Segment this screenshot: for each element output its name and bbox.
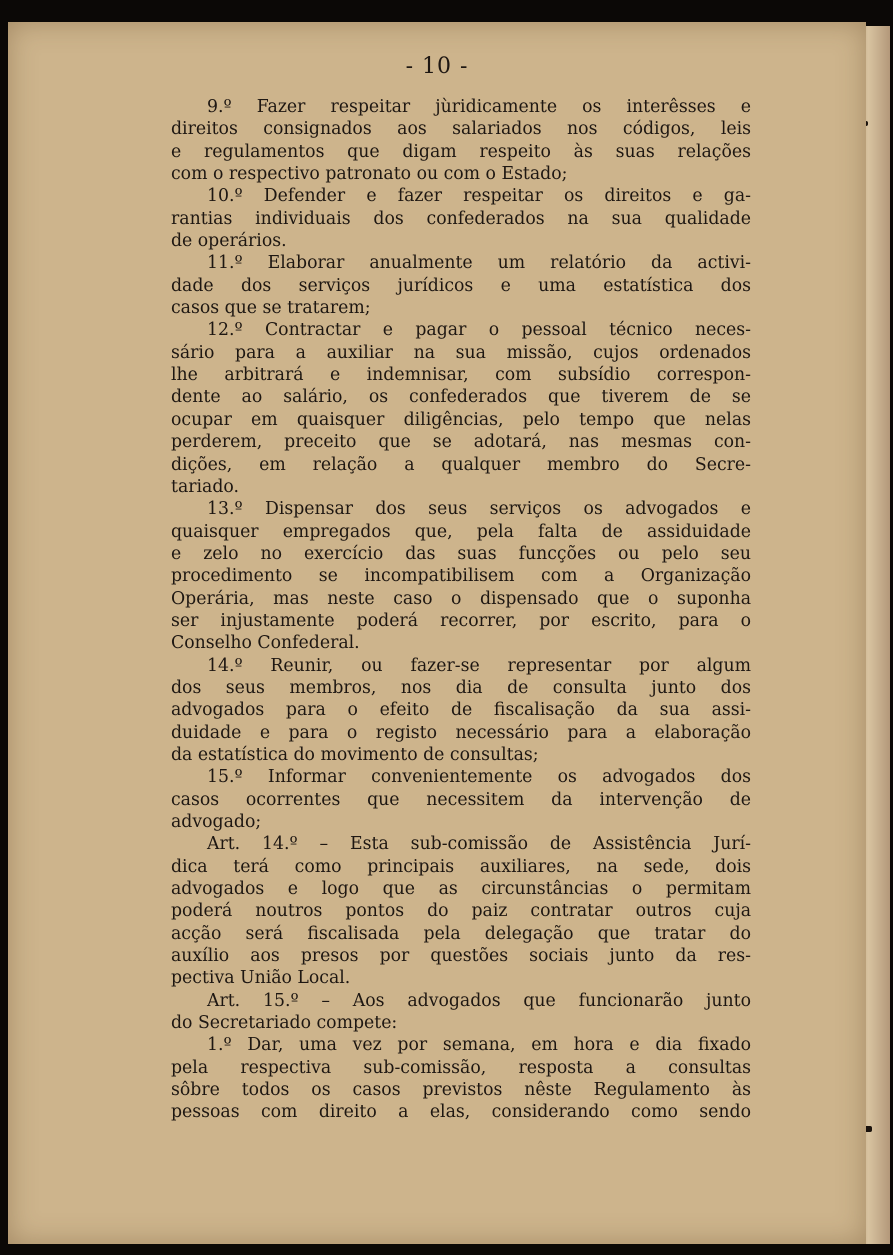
- text-line: pela respectiva sub-comissão, resposta a consultas: [171, 1057, 751, 1078]
- text-line: poderá noutros pontos do paiz contratar outros cuja: [171, 901, 751, 922]
- text-line: 9.º Fazer respeitar jùridicamente os interêsses e: [207, 97, 751, 117]
- text-line: perderem, preceito que se adotará, nas mesmas con-: [171, 432, 751, 453]
- text-line: dade dos serviços jurídicos e uma estatística dos: [171, 275, 751, 296]
- text-line: direitos consignados aos salariados nos códigos, leis: [171, 119, 751, 140]
- text-line: lhe arbitrará e indemnisar, com subsídio correspon-: [171, 365, 751, 386]
- text-line: auxílio aos presos por questões sociais junto da res-: [171, 946, 751, 967]
- text-line: Art. 14.º – Esta sub-comissão de Assistência Jurí-: [207, 834, 751, 855]
- text-line: advogado;: [171, 812, 262, 832]
- text-line: do Secretariado compete:: [171, 1013, 398, 1034]
- text-line: procedimento se incompatibilisem com a Organização: [171, 566, 751, 587]
- text-line: 1.º Dar, uma vez por semana, em hora e dia fixado: [207, 1035, 751, 1056]
- text-line: 13.º Dispensar dos seus serviços os advogados e: [207, 499, 751, 520]
- text-line: ocupar em quaisquer diligências, pelo tempo que nelas: [171, 409, 751, 430]
- text-line: dições, em relação a qualquer membro do Secre-: [171, 454, 751, 475]
- text-line: duidade e para o registo necessário para a elaboração: [171, 722, 751, 743]
- text-line: Operária, mas neste caso o dispensado que o suponha: [171, 588, 751, 609]
- paper-sheet: [8, 22, 866, 1244]
- text-line: rantias individuais dos confederados na sua qualidade: [171, 208, 751, 229]
- page-number: - 10 -: [405, 54, 469, 79]
- text-line: 15.º Informar convenientemente os advogados dos: [207, 767, 751, 788]
- text-line: Conselho Confederal.: [171, 633, 360, 654]
- text-line: da estatística do movimento de consultas;: [171, 744, 539, 765]
- text-line: ser injustamente poderá recorrer, por escrito, para o: [171, 610, 751, 631]
- text-line: tariado.: [171, 476, 239, 497]
- text-line: e zelo no exercício das suas funcções ou pelo seu: [171, 543, 751, 564]
- text-line: de operários.: [171, 231, 287, 252]
- text-line: 11.º Elaborar anualmente um relatório da activi-: [207, 253, 751, 274]
- body-text: [171, 96, 751, 1124]
- text-line: casos ocorrentes que necessitem da intervenção de: [171, 789, 751, 810]
- text-line: sário para a auxiliar na sua missão, cujos ordenados: [171, 342, 751, 363]
- text-line: e regulamentos que digam respeito às suas relações: [171, 141, 751, 162]
- text-line: acção será fiscalisada pela delegação que tratar do: [171, 923, 751, 944]
- text-line: quaisquer empregados que, pela falta de assiduidade: [171, 521, 751, 542]
- text-line: 10.º Defender e fazer respeitar os direitos e ga-: [207, 186, 751, 207]
- text-line: casos que se tratarem;: [171, 298, 371, 319]
- text-line: advogados e logo que as circunstâncias o permitam: [171, 879, 751, 900]
- text-line: pessoas com direito a elas, considerando como sendo: [171, 1102, 751, 1123]
- text-line: dente ao salário, os confederados que tiverem de se: [171, 387, 751, 408]
- text-line: com o respectivo patronato ou com o Estado;: [171, 164, 568, 185]
- text-line: sôbre todos os casos previstos nêste Regulamento às: [171, 1080, 751, 1101]
- text-line: dos seus membros, nos dia de consulta junto dos: [171, 677, 751, 698]
- text-line: 14.º Reunir, ou fazer-se representar por algum: [207, 655, 751, 676]
- text-line: 12.º Contractar e pagar o pessoal técnico neces-: [207, 320, 751, 341]
- text-line: advogados para o efeito de fiscalisação da sua assi-: [171, 700, 751, 721]
- text-line: dica terá como principais auxiliares, na sede, dois: [171, 856, 751, 877]
- text-line: Art. 15.º – Aos advogados que funcionarão junto: [207, 990, 751, 1011]
- text-line: pectiva União Local.: [171, 968, 351, 989]
